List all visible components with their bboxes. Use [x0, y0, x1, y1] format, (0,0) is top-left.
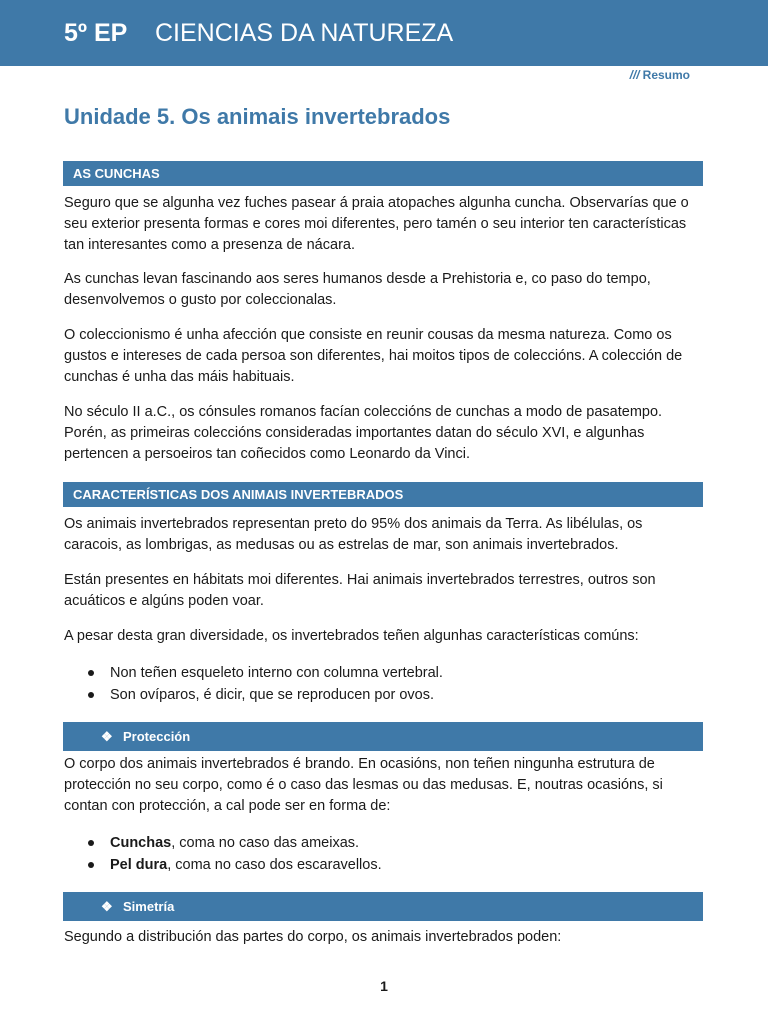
subsection-header-proteccion	[63, 722, 703, 751]
list-item: Non teñen esqueleto interno con columna vertebral.	[64, 662, 704, 684]
list-item-term: Pel dura	[110, 857, 168, 873]
list-item-text: , coma no caso dos escaravellos.	[167, 857, 382, 873]
paragraph: Os animais invertebrados representan preto do 95% dos animais da Terra. As libélulas, os caracois, as lombrigas, as medusas ou as estrelas de mar, son animais invertebrados.	[64, 516, 643, 553]
subsection-title: Protección	[123, 729, 191, 744]
diamond-bullet-icon: ❖	[101, 899, 113, 914]
paragraph: Están presentes en hábitats moi diferentes. Hai animais invertebrados terrestres, outros son acuáticos e algúns poden voar.	[64, 572, 656, 609]
diamond-bullet-icon: ❖	[101, 729, 113, 744]
paragraph: As cunchas levan fascinando aos seres humanos desde a Prehistoria e, co paso do tempo, desenvolvemos o gusto por coleccionalas.	[64, 271, 651, 308]
list-item: Son ovíparos, é dicir, que se reproducen por ovos.	[64, 684, 704, 706]
paragraph: O coleccionismo é unha afección que consiste en reunir cousas da mesma natureza. Como os gustos e intereses de cada persoa son diferentes, hai moitos tipos de coleccións. A colección de cunchas é unha das máis habituais.	[64, 327, 683, 385]
characteristics-list	[64, 662, 704, 706]
grade-label: 5º EP	[64, 19, 128, 47]
section-header-as-cunchas: AS CUNCHAS	[63, 161, 703, 186]
paragraph: Seguro que se algunha vez fuches pasear á praia atopaches algunha cuncha. Observarías que o seu exterior presenta formas e cores moi diferentes, pero tamén o seu interior ten características tan interesantes como a presenza de nácara.	[64, 195, 689, 253]
list-item	[64, 832, 704, 854]
subject-title: CIENCIAS DA NATUREZA	[155, 19, 454, 47]
resumo-tag	[630, 67, 690, 83]
paragraph: Segundo a distribución das partes do corpo, os animais invertebrados poden:	[64, 929, 562, 945]
slashes-icon: ///	[629, 68, 640, 82]
list-item	[64, 854, 704, 876]
paragraph: No século II a.C., os cónsules romanos facían coleccións de cunchas a modo de pasatempo. Porén, as primeiras coleccións consideradas importantes datan do século XVI, e algunhas pertencen a persoeiros tan coñecidos como Leonardo da Vinci.	[64, 404, 663, 462]
paragraph: O corpo dos animais invertebrados é brando. En ocasións, non teñen ningunha estrutura de protección no seu corpo, como é o caso das lesmas ou das medusas. E, noutras ocasións, si contan con protección, a cal pode ser en forma de:	[64, 756, 663, 814]
section-header-caracteristicas: CARACTERÍSTICAS DOS ANIMAIS INVERTEBRADOS	[63, 482, 703, 507]
subsection-title: Simetría	[123, 899, 175, 914]
paragraph: A pesar desta gran diversidade, os invertebrados teñen algunhas características comúns:	[64, 628, 639, 644]
list-item-term: Cunchas	[110, 835, 172, 851]
header-bar	[0, 0, 768, 66]
resumo-label: Resumo	[642, 68, 690, 82]
subsection-header-simetria	[63, 892, 703, 921]
protection-list	[64, 832, 704, 876]
unit-title: Unidade 5. Os animais invertebrados	[64, 104, 451, 129]
page-number: 1	[380, 978, 388, 994]
list-item-text: , coma no caso das ameixas.	[171, 835, 360, 851]
